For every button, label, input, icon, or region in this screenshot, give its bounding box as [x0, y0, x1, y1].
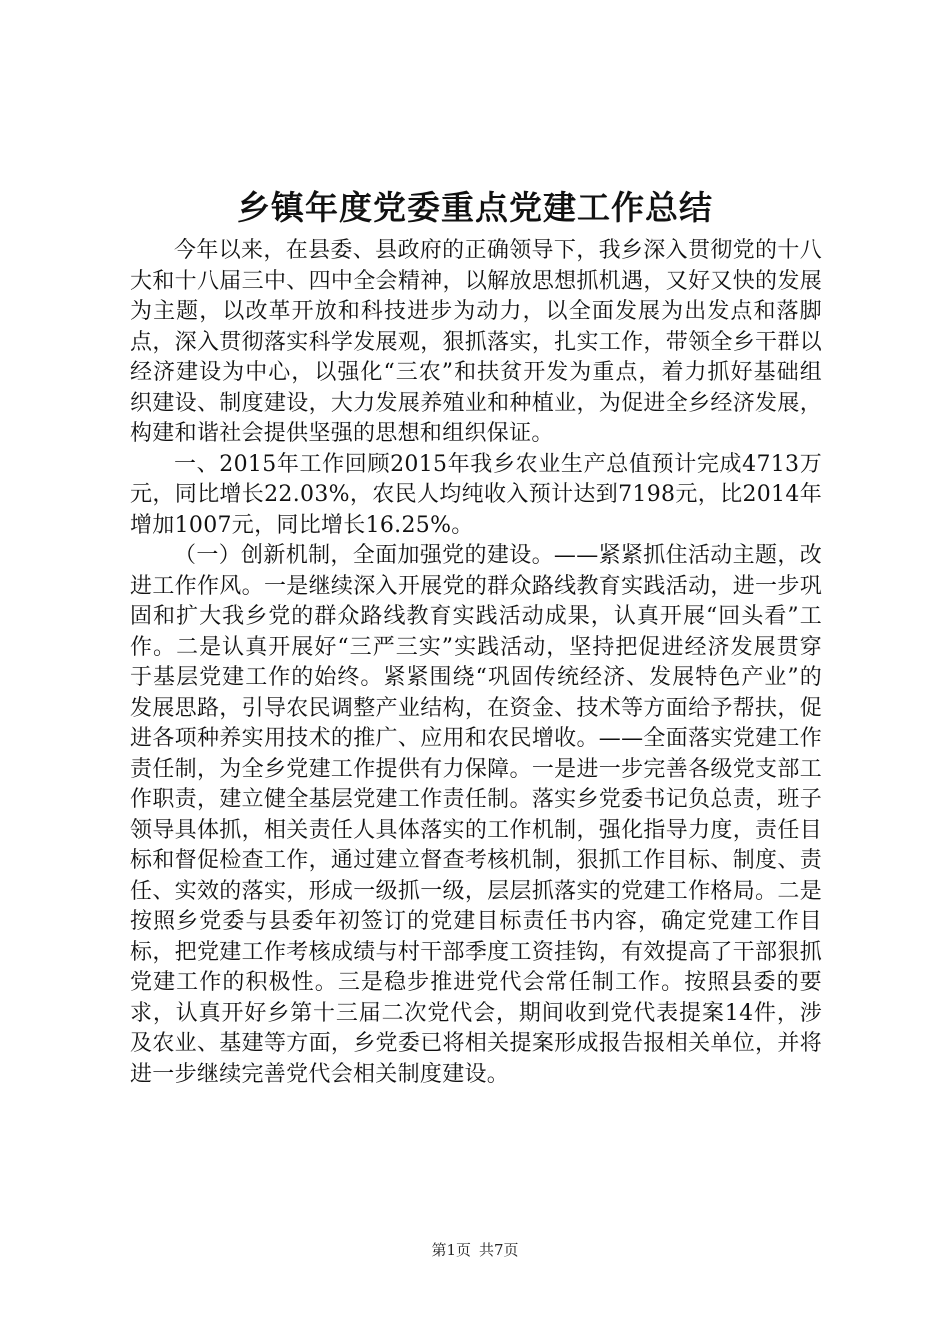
page-number: 第1页	[431, 1241, 471, 1259]
paragraph-party-building: （一）创新机制，全面加强党的建设。——紧紧抓住活动主题，改进工作作风。一是继续深入开展党的群众路线教育实践活动，进一步巩固和扩大我乡党的群众路线教育实践活动成果，认真开展“回头看”工作。二是认真开展好“三严三实”实践活动，坚持把促进经济发展贯穿于基层党建工作的始终。紧紧围绕“巩固传统经济、发展特色产业”的发展思路，引导农民调整产业结构，在资金、技术等方面给予帮扶，促进各项种养实用技术的推广、应用和农民增收。——全面落实党建工作责任制，为全乡党建工作提供有力保障。一是进一步完善各级党支部工作职责，建立健全基层党建工作责任制。落实乡党委书记负总责，班子领导具体抓，相关责任人具体落实的工作机制，强化指导力度，责任目标和督促检查工作，通过建立督查考核机制，狠抓工作目标、制度、责任、实效的落实，形成一级抓一级，层层抓落实的党建工作格局。二是按照乡党委与县委年初签订的党建目标责任书内容，确定党建工作目标，把党建工作考核成绩与村干部季度工资挂钩，有效提高了干部狠抓党建工作的积极性。三是稳步推进党代会常任制工作。按照县委的要求，认真开好乡第十三届二次党代会，期间收到党代表提案14件，涉及农业、基建等方面，乡党委已将相关提案形成报告报相关单位，并将进一步继续完善党代会相关制度建设。	[130, 543, 822, 1087]
page-total: 共7页	[479, 1241, 519, 1259]
document-title: 乡镇年度党委重点党建工作总结	[237, 188, 713, 227]
paragraph-intro: 今年以来，在县委、县政府的正确领导下，我乡深入贯彻党的十八大和十八届三中、四中全会精神，以解放思想抓机遇，又好又快的发展为主题，以改革开放和科技进步为动力，以全面发展为出发点和落脚点，深入贯彻落实科学发展观，狠抓落实，扎实工作，带领全乡干群以经济建设为中心，以强化“三农”和扶贫开发为重点，着力抓好基础组织建设、制度建设，大力发展养殖业和种植业，为促进全乡经济发展，构建和谐社会提供坚强的思想和组织保证。	[130, 238, 822, 446]
page-footer	[0, 1238, 950, 1262]
document-body	[130, 236, 822, 1090]
paragraph-review: 一、2015年工作回顾2015年我乡农业生产总值预计完成4713万元，同比增长22.03%，农民人均纯收入预计达到7198元，比2014年增加1007元，同比增长16.25%。	[130, 451, 822, 538]
